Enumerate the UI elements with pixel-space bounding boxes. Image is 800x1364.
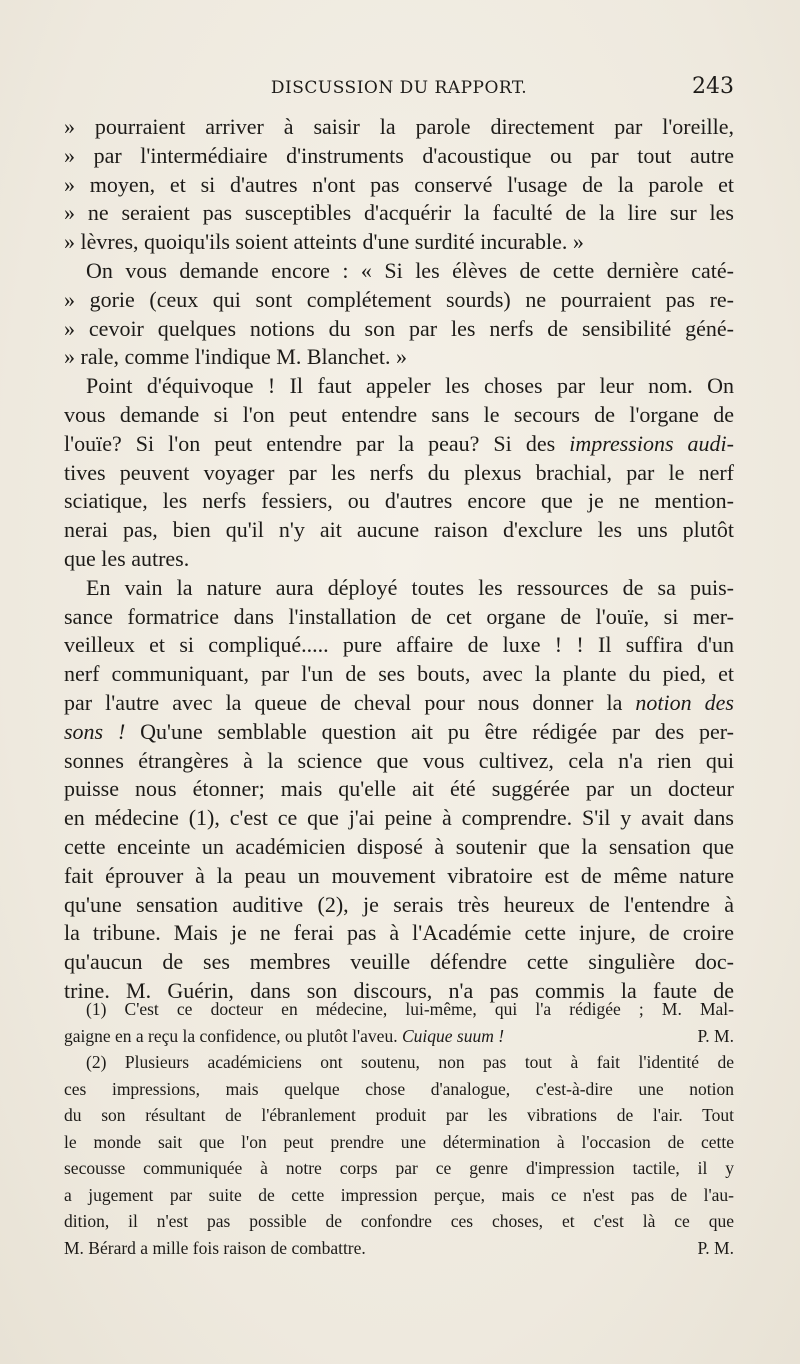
- text-line: nerf communiquant, par l'un de ses bouts, avec la plante du pied, et: [64, 661, 734, 687]
- text-line: » lèvres, quoiqu'ils soient atteints d'une surdité incurable. »: [64, 229, 584, 255]
- text-line: veilleux et si compliqué..... pure affaire de luxe ! ! Il suffira d'un: [64, 632, 734, 658]
- text-line: fait éprouver à la peau un mouvement vibratoire est de même nature: [64, 862, 734, 888]
- text-line: cette enceinte un académicien disposé à soutenir que la sensation que: [64, 833, 734, 859]
- footnote-line: dition, il n'est pas possible de confondre ces choses, et c'est là ce que: [64, 1211, 734, 1231]
- paragraph-start: En vain la nature aura déployé toutes les ressources de sa puis-: [86, 574, 734, 600]
- text-line: [64, 718, 734, 747]
- text-line: qu'une sensation auditive (2), je serais très heureux de l'entendre à: [64, 891, 734, 917]
- text-line: nerai pas, bien qu'il n'y ait aucune raison d'exclure les uns plutôt: [64, 517, 734, 543]
- footnote-line: le monde sait que l'on peut prendre une détermination à l'occasion de cette: [64, 1131, 734, 1152]
- footnote-line: M. Bérard a mille fois raison de combattre.: [64, 1237, 366, 1258]
- body-text: [64, 113, 734, 1006]
- text-fragment: par l'autre avec la queue de cheval pour nous donner la: [64, 689, 636, 715]
- footnote-signature: P. M.: [697, 1025, 734, 1046]
- footnote-line: (1) C'est ce docteur en médecine, lui-même, qui l'a rédigée ; M. Mal-: [86, 999, 734, 1019]
- text-line: [64, 430, 734, 459]
- footnote-line: secousse communiquée à notre corps par ce genre d'impression tactile, il y: [64, 1158, 734, 1178]
- text-line: sciatique, les nerfs fessiers, ou d'autres encore que je ne mention-: [64, 488, 734, 514]
- footnote-line: a jugement par suite de cette impression perçue, mais ce n'est pas de l'au-: [64, 1184, 734, 1205]
- italic-fragment: notion des: [635, 689, 734, 715]
- text-line: [64, 689, 734, 718]
- text-line: en médecine (1), c'est ce que j'ai peine à comprendre. S'il y avait dans: [64, 805, 734, 831]
- running-title: DISCUSSION DU RAPPORT.: [270, 78, 528, 98]
- footnote-1: [64, 996, 734, 1049]
- italic-fragment: sons !: [64, 718, 126, 744]
- text-line: sance formatrice dans l'installation de cet organe de l'ouïe, si mer-: [64, 603, 734, 629]
- footnote-2: [64, 1049, 734, 1261]
- text-line: sonnes étrangères à la science que vous cultivez, cela n'a rien qui: [64, 747, 734, 773]
- footnote-signature: P. M.: [697, 1237, 734, 1258]
- text-fragment: l'ouïe? Si l'on peut entendre par la peau? Si des: [64, 430, 570, 456]
- paragraph-start: Point d'équivoque ! Il faut appeler les choses par leur nom. On: [86, 373, 734, 399]
- text-line: » par l'intermédiaire d'instruments d'acoustique ou par tout autre: [64, 142, 734, 168]
- text-fragment: tives peuvent voyager par les nerfs du plexus brachial, par le nerf: [64, 459, 734, 485]
- footnote-line: du son résultant de l'ébranlement produit par les vibrations de l'air. Tout: [64, 1105, 734, 1125]
- running-head: [64, 74, 734, 104]
- text-line: qu'aucun de ses membres veuille défendre cette singulière doc-: [64, 949, 734, 975]
- text-fragment: Qu'une semblable question ait pu être rédigée par des per-: [125, 718, 734, 744]
- footnote-line: ces impressions, mais quelque chose d'analogue, c'est-à-dire une notion: [64, 1078, 734, 1099]
- footnote-line: [64, 1023, 734, 1050]
- text-line: » rale, comme l'indique M. Blanchet. »: [64, 344, 408, 370]
- text-line: » pourraient arriver à saisir la parole directement par l'oreille,: [64, 114, 734, 139]
- footnotes: [64, 996, 734, 1261]
- text-line: que les autres.: [64, 545, 190, 571]
- text-line: trine. M. Guérin, dans son discours, n'a pas commis la faute de: [64, 977, 734, 1003]
- text-line: » gorie (ceux qui sont complétement sourds) ne pourraient pas re-: [64, 286, 734, 312]
- text-line: » cevoir quelques notions du son par les nerfs de sensibilité géné-: [64, 315, 734, 341]
- italic-fragment: impressions audi-: [569, 430, 734, 456]
- text-line: [64, 459, 734, 488]
- footnote-text-fragment: gaigne en a reçu la confidence, ou plutôt l'aveu.: [64, 1025, 402, 1046]
- paragraph-start: On vous demande encore : « Si les élèves de cette dernière caté-: [86, 257, 734, 283]
- footnote-line: (2) Plusieurs académiciens ont soutenu, non pas tout à fait l'identité de: [86, 1052, 734, 1072]
- footnote-italic-fragment: Cuique suum !: [401, 1025, 505, 1046]
- text-line: » moyen, et si d'autres n'ont pas conservé l'usage de la parole et: [64, 171, 734, 197]
- footnote-last-line: [64, 1235, 734, 1262]
- text-line: puisse nous étonner; mais qu'elle ait été suggérée par un docteur: [64, 776, 734, 802]
- page-number: 243: [692, 74, 734, 99]
- text-line: vous demande si l'on peut entendre sans le secours de l'organe de: [64, 401, 734, 427]
- text-line: la tribune. Mais je ne ferai pas à l'Académie cette injure, de croire: [64, 920, 734, 946]
- text-line: » ne seraient pas susceptibles d'acquérir la faculté de la lire sur les: [64, 200, 734, 226]
